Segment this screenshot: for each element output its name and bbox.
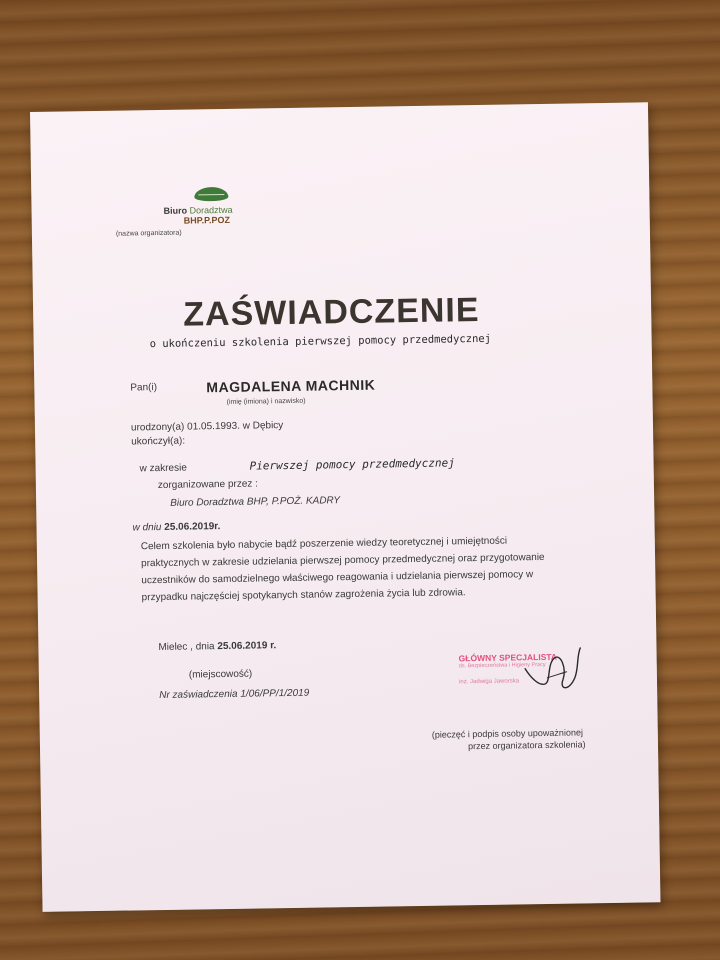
person-birth: urodzony(a) 01.05.1993. w Dębicy [130, 420, 284, 434]
scope-label: w zakresie [139, 462, 187, 475]
signature-icon [516, 637, 587, 698]
document-title: ZAŚWIADCZENIE [182, 290, 480, 334]
person-completed: ukończył(a): [131, 435, 186, 448]
certificate-paper [30, 102, 660, 912]
stamp-title: GŁÓWNY SPECJALISTA [458, 651, 558, 664]
stamp-name: inż. Jadwiga Jaworska [458, 678, 520, 686]
person-name-caption: (imię (imiona) i nazwisko) [226, 397, 306, 406]
certificate-number: Nr zaświadczenia 1/06/PP/1/2019 [159, 687, 310, 702]
organizer-caption: (nazwa organizatora) [115, 229, 182, 238]
signature-caption-line2: przez organizatora szkolenia) [467, 739, 586, 752]
stamp-subtitle: ds. Bezpieczeństwa i Higieny Pracy [458, 661, 546, 670]
document-subtitle: o ukończeniu szkolenia pierwszej pomocy przedmedycznej [149, 332, 492, 351]
place-caption: (miejscowość) [188, 668, 253, 681]
leaf-logo-icon [194, 187, 228, 202]
place-date: Mielec , dnia 25.06.2019 r. [158, 640, 277, 654]
organized-label: zorganizowane przez : [157, 478, 259, 492]
signature-caption-line1: (pieczęć i podpis osoby upoważnionej [431, 727, 583, 740]
organized-value: Biuro Doradztwa BHP, P.POŻ. KADRY [170, 495, 341, 509]
person-label: Pan(i) [130, 382, 158, 394]
training-date: w dniu 25.06.2019r. [132, 521, 221, 534]
person-name: MAGDALENA MACHNIK [206, 376, 376, 396]
organizer-logo-line2: BHP.P.POZ [183, 214, 230, 226]
scope-value: Pierwszej pomocy przedmedycznej [249, 456, 455, 473]
training-purpose: Celem szkolenia było nabycie bądź poszerzenie wiedzy teoretycznej i umiejętności praktycznych w zakresie udzielania pierwszej pomocy przedmedycznej oraz przygotowanie uczestników do samodzielnego właściwego reagowania i udzielania pierwszej pomocy w przypadku najczęściej spotykanych stanów zagrożenia życia lub zdrowia. [140, 535, 545, 604]
organizer-logo-line1: Biuro Doradztwa [163, 204, 233, 216]
